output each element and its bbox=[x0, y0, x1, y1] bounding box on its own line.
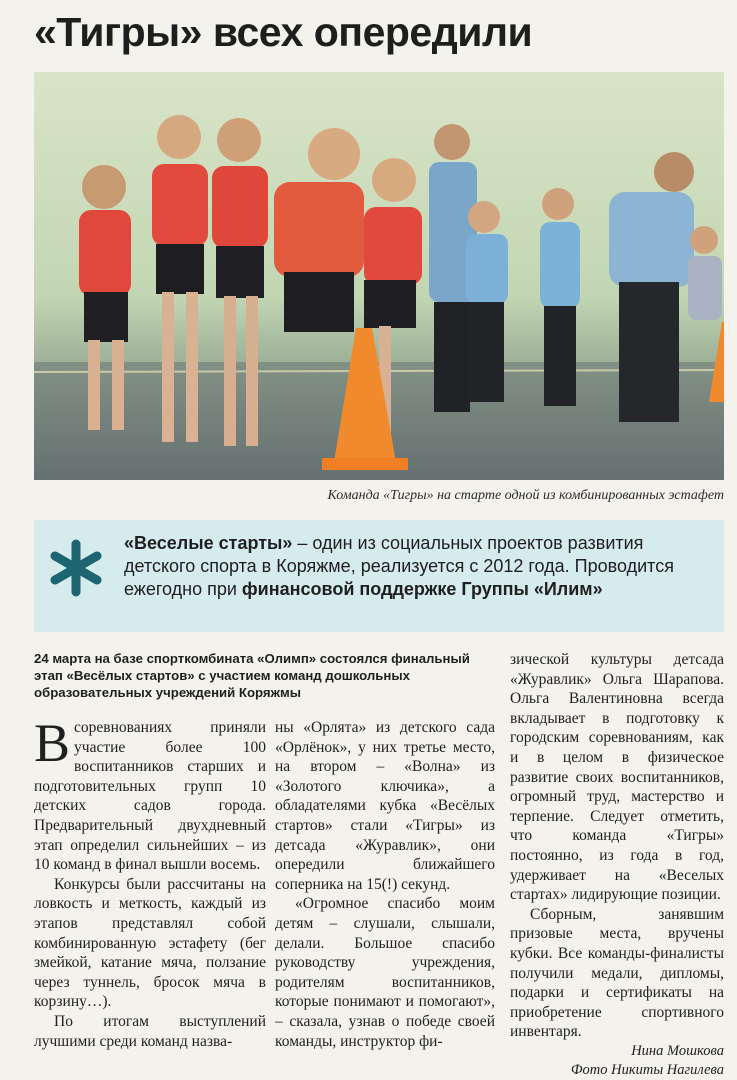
asterisk-icon bbox=[46, 538, 106, 598]
paragraph-4-cont: зической культуры детсада «Журавлик» Ольга Шарапова. Ольга Валентиновна всегда вкладывает в подготовку к городским соревнованиям, как и в целом в физическое развитие своих воспитанников, огромный труд, мастерство и терпение. Следует отметить, что команда «Тигры» постоянно, из года в год, удерживает на «Веселых стартах» лидирующие позиции. bbox=[510, 651, 724, 904]
photo-caption: Команда «Тигры» на старте одной из комбинированных эстафет bbox=[327, 488, 724, 503]
column-2 bbox=[275, 718, 495, 1051]
paragraph-1-text: соревнованиях приняли участие более 100 воспитанников старших и подготовительных групп 10 детских садов города. Предварительный двухдневный этап определил сильнейших – из 10 команд в финал вышли восемь. bbox=[34, 719, 266, 874]
author: Нина Мошкова bbox=[631, 1042, 724, 1059]
info-banner bbox=[34, 520, 724, 632]
paragraph-3-start: По итогам выступлений лучшими среди команд назва- bbox=[34, 1012, 266, 1050]
article-title: «Тигры» всех опередили bbox=[34, 9, 533, 55]
paragraph-6: Сборным, занявшим призовые места, вручены кубки. Все команды-финалисты получили медали, дипломы, подарки и сертификаты на приобретение спортивного инвентаря. bbox=[510, 905, 724, 1041]
banner-text-1: – один из социальных проектов развития детского спорта в Коряжме, реализуется с 2012 года. Проводится ежегодно при bbox=[124, 533, 674, 599]
paragraph-1 bbox=[34, 713, 266, 875]
column-1 bbox=[34, 713, 266, 1051]
paragraph-2: Конкурсы были рассчитаны на ловкость и меткость, каждый из этапов представлял собой комбинированную эстафету (бег змейкой, катание мяча, ползание через туннель, бросок мяча в корзину…). bbox=[34, 875, 266, 1011]
drop-cap: В bbox=[34, 713, 71, 773]
article-lead: 24 марта на базе спорткомбината «Олимп» состоялся финальный этап «Весёлых стартов» с участием команд дошкольных образовательных учреждений Коряжмы bbox=[34, 651, 470, 700]
banner-bold-1: «Веселые старты» bbox=[124, 533, 293, 553]
paragraph-4-start: «Огромное спасибо моим детям – слушали, слышали, делали. Большое спасибо руководству учреждения, родителям воспитанников, которые понимают и помогают», – сказала, узнав о победе своей команды, инструктор фи- bbox=[275, 895, 495, 1050]
banner-bold-2: финансовой поддержке Группы «Илим» bbox=[241, 579, 603, 599]
column-3 bbox=[510, 650, 724, 1080]
paragraph-3-cont: ны «Орлята» из детского сада «Орлёнок», у них третье место, на втором – «Волна» из «Золотого ключика», а обладателями кубка «Весёлых стартов» стали «Тигры» из детсада «Журавлик», они опередили ближайшего соперника на 15(!) секунд. bbox=[275, 719, 495, 893]
article-photo bbox=[34, 72, 724, 480]
banner-text bbox=[124, 532, 714, 601]
photo-credit: Фото Никиты Нагилева bbox=[570, 1061, 724, 1078]
